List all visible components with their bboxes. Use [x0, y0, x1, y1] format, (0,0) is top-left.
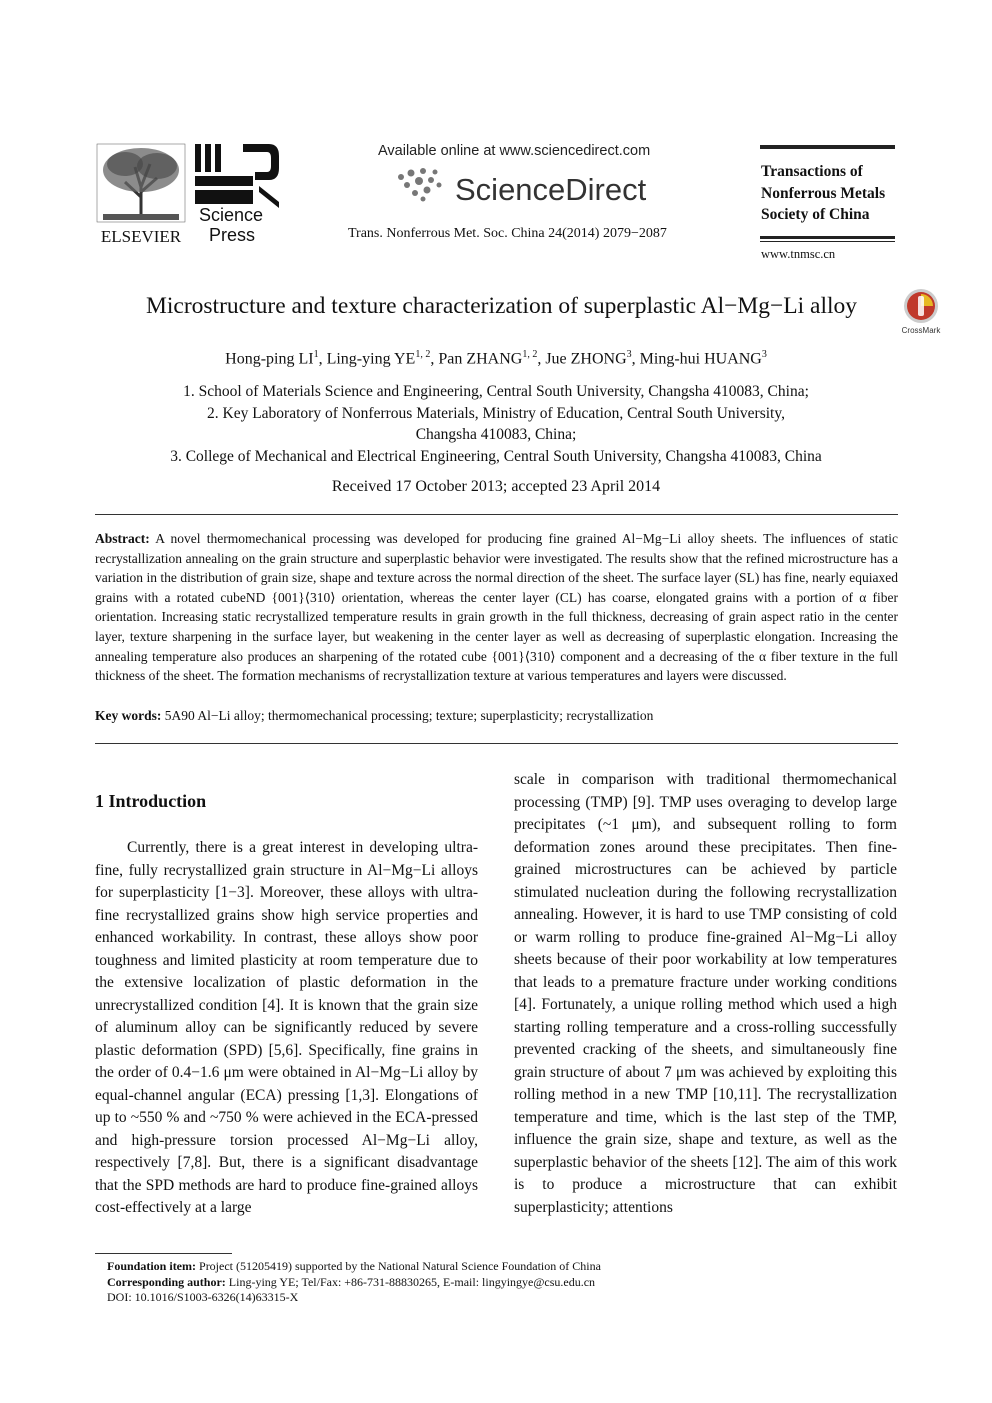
author-name: Jue ZHONG [545, 350, 627, 368]
journal-rule-bottom [760, 236, 895, 239]
body-paragraph: scale in comparison with traditional thermomechanical processing (TMP) [9]. TMP uses overaging to develop large precipitates (~1 μm), and subsequent rolling to form deformation zones around these precipitates. Then fine-grained microstructures can be achieved by particle stimulated nucleation during the following recrystallization annealing. However, it is hard to use TMP consisting of cold or warm rolling to produce fine-grained Al−Mg−Li alloy sheets because of their poor workability at low temperatures that leads to a premature fracture under working conditions [4]. Fortunately, a unique rolling method which used a high starting rolling temperature and a cross-rolling successfully prevented cracking of the sheets, and simultaneously fine grain structure of about 7 μm was achieved by exploiting this rolling method in a new TMP [10,11]. The recrystallization temperature and time, which is the last step of the TMP, influence the grain size, shape and texture, as well as the superplastic behavior of the sheets [12]. The aim of this work is to produce a microstructure that can exhibit superplasticity; attentions [514, 771, 897, 1216]
author-name: Pan ZHANG [438, 350, 523, 368]
svg-text:CrossMark: CrossMark [901, 326, 941, 335]
author-name: Ling-ying YE [326, 350, 416, 368]
available-online-text: Available online at www.sciencedirect.com [378, 143, 651, 159]
abstract-text: A novel thermomechanical processing was developed for producing fine grained Al−Mg−Li alloy sheets. The influences of static recrystallization annealing on the grain structure and superplastic behavior were investigated. The results show that the refined microstructure has a variation in the distribution of grain size, shape and texture across the normal direction of the sheet. The surface layer (SL) has fine, nearly equiaxed grains with a rotated cubeND {001}⟨310⟩ orientation, whereas the center layer (CL) has coarse, elongated grains with a portion of α fiber orientation. Increasing static recrystallized temperature results in grain growth in the full thickness, decreasing of grain aspect ratio in the center layer, texture sharpening in the surface layer, but weakening in the center layer as well as decreasing of superplastic elongation. Increasing the annealing temperature also produces an sharpening of the rotated cube {001}⟨310⟩ component and a decreasing of the α fiber texture in the full thickness of the sheet. The formation mechanisms of recrystallization texture at various temperatures and layers were discussed. [95, 531, 898, 684]
article-title: Microstructure and texture characterization of superplastic Al−Mg−Li alloy [145, 293, 858, 319]
body-paragraph: Currently, there is a great interest in developing ultra-fine, fully recrystallized grain structure in Al−Mg−Li alloys for superplasticity [1−3]. Moreover, these alloys with ultra-fine recrystallized grains show high service properties and enhanced workability. In contrast, these alloys show poor toughness and limited plasticity at room temperature due to the extensive localization of plastic deformation in the unrecrystallized condition [4]. It is known that the grain size of aluminum alloy can be significantly reduced by severe plastic deformation (SPD) [5,6]. Specifically, fine grains in the order of 0.4−1.6 μm were obtained in Al−Mg−Li alloy by equal-channel angular (ECA) pressing [1,3]. Elongations of up to ~550 % and ~750 % were achieved in the ECA-pressed and high-pressure torsion processed Al−Mg−Li alloy, respectively [7,8]. But, there is a significant disadvantage that the SPD methods are hard to produce fine-grained alloys cost-effectively at a large [95, 839, 478, 1216]
author-name: Hong-ping LI [225, 350, 314, 368]
keywords-text: 5A90 Al−Li alloy; thermomechanical processing; texture; superplasticity; recrystallization [164, 708, 654, 723]
author-name: Ming-hui HUANG [639, 350, 762, 368]
sciencedirect-logo [393, 163, 653, 208]
section-heading: 1 Introduction [95, 791, 207, 811]
body-column-right [514, 769, 897, 1219]
journal-rule-top [760, 145, 895, 149]
doi-footnote[interactable]: DOI: 10.1016/S1003-6326(14)63315-X [107, 1290, 299, 1304]
svg-text:ELSEVIER: ELSEVIER [100, 227, 182, 246]
journal-rule-bottom-thin [760, 241, 895, 242]
svg-text:ScienceDirect: ScienceDirect [455, 172, 647, 207]
affiliation-3: 3. College of Mechanical and Electrical Engineering, Central South University, Changsha 410083, China [170, 448, 822, 465]
abstract-rule-top [95, 514, 898, 515]
received-dates: Received 17 October 2013; accepted 23 April 2014 [331, 478, 661, 495]
keywords-label: Key words: [95, 708, 162, 723]
author-list: Hong-ping $LI^1$, Ling-ying YE$^{1, 2}$, Pan ZHANG$^{1, 2}$, Jue ZHONG$^3$, Ming-hui HUANG$^3$ [225, 349, 767, 368]
journal-name: Transactions of Nonferrous Metals Society of China [761, 163, 886, 223]
affiliation-1: 1. School of Materials Science and Engineering, Central South University, Changsha 410083, China; [183, 383, 809, 400]
abstract-label: Abstract: [95, 531, 150, 546]
foundation-footnote: Foundation item: Project (51205419) supported by the National Natural Science Foundation of China [107, 1259, 601, 1273]
journal-website[interactable]: www.tnmsc.cn [761, 247, 836, 261]
body-column-left [95, 837, 478, 1220]
crossmark-icon[interactable] [900, 288, 942, 336]
abstract [95, 529, 898, 686]
keywords [95, 708, 898, 724]
footnote-rule [95, 1253, 232, 1254]
affiliation-2: 2. Key Laboratory of Nonferrous Materials, Ministry of Education, Central South University, [207, 405, 785, 422]
journal-citation: Trans. Nonferrous Met. Soc. China 24(2014) 2079−2087 [348, 226, 667, 241]
elsevier-logo [95, 142, 187, 247]
science-press-text: Science Press [199, 205, 264, 245]
abstract-rule-bottom [95, 743, 898, 744]
affiliation-2-cont: Changsha 410083, China; [415, 426, 577, 443]
corresponding-footnote: Corresponding author: Ling-ying YE; Tel/Fax: +86-731-88830265, E-mail: lingyingye@csu.edu.cn [107, 1275, 596, 1289]
